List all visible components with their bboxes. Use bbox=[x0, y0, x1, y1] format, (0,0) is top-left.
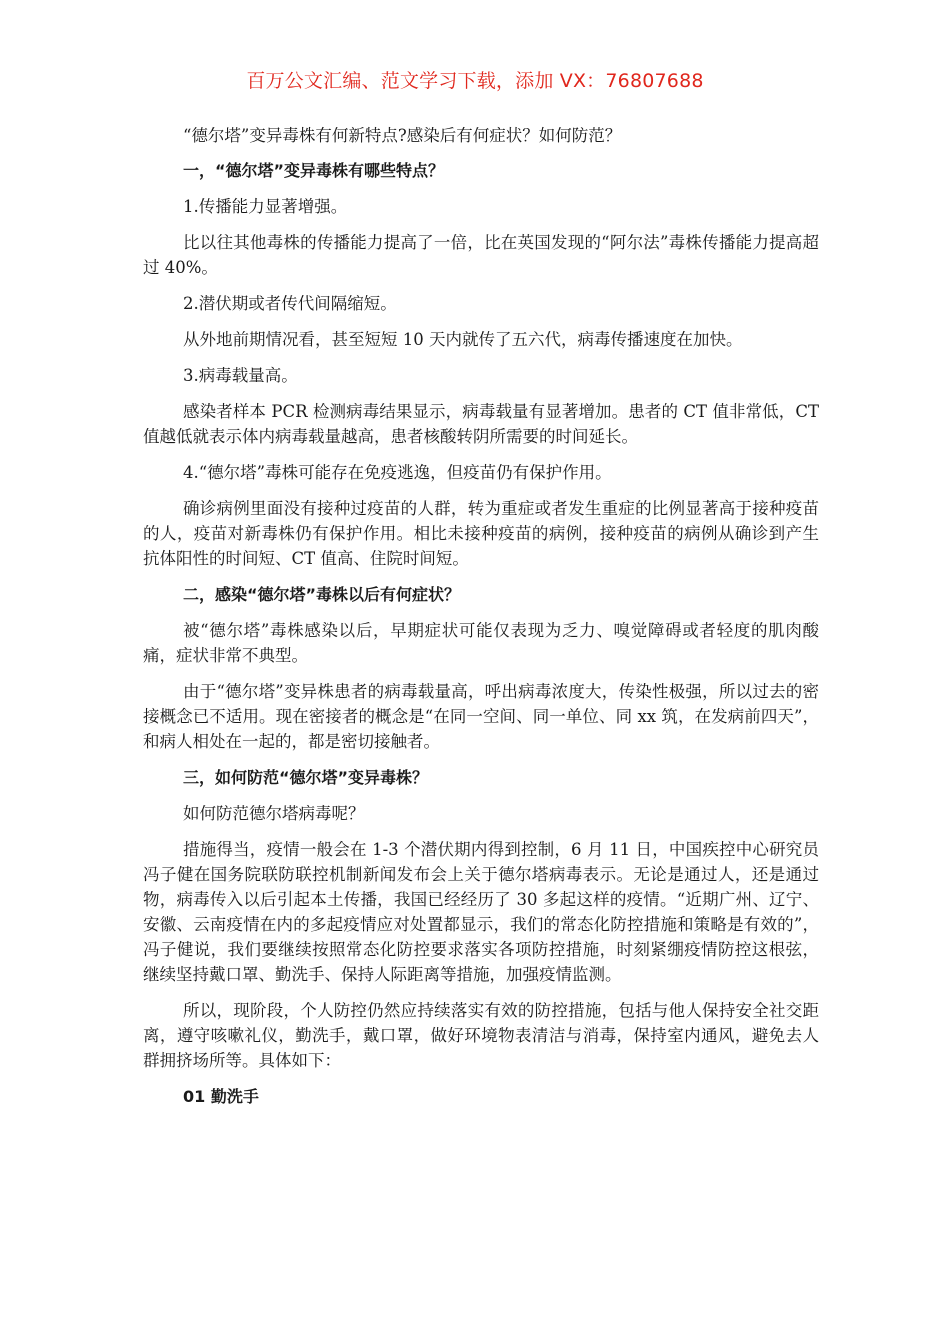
paragraph: 感染者样本 PCR 检测病毒结果显示，病毒载量有显著增加。患者的 CT 值非常低，CT 值越低就表示体内病毒载量越高，患者核酸转阴所需要的时间延长。 bbox=[143, 402, 819, 446]
paragraph: 3.病毒载量高。 bbox=[183, 366, 298, 385]
section-heading-1: 一，“德尔塔”变异毒株有哪些特点？ bbox=[183, 161, 445, 180]
paragraph: 确诊病例里面没有接种过疫苗的人群，转为重症或者发生重症的比例显著高于接种疫苗的人，疫苗对新毒株仍有保护作用。相比未接种疫苗的病例，接种疫苗的病例从确诊到产生抗体阳性的时间短、CT 值高、住院时间短。 bbox=[143, 499, 819, 568]
paragraph: 从外地前期情况看，甚至短短 10 天内就传了五六代，病毒传播速度在加快。 bbox=[183, 330, 743, 349]
document-title: “德尔塔”变异毒株有何新特点?感染后有何症状？如何防范？ bbox=[183, 126, 622, 145]
paragraph: 被“德尔塔”毒株感染以后，早期症状可能仅表现为乏力、嗅觉障碍或者轻度的肌肉酸痛，症状非常不典型。 bbox=[143, 621, 819, 665]
paragraph: 1.传播能力显著增强。 bbox=[183, 197, 348, 216]
paragraph: 所以，现阶段，个人防控仍然应持续落实有效的防控措施，包括与他人保持安全社交距离，遵守咳嗽礼仪，勤洗手，戴口罩，做好环境物表清洁与消毒，保持室内通风，避免去人群拥挤场所等。具体如下： bbox=[143, 1001, 819, 1070]
promo-banner: 百万公文汇编、范文学习下载，添加 VX：76807688 bbox=[246, 70, 704, 92]
paragraph: 措施得当，疫情一般会在 1-3 个潜伏期内得到控制，6 月 11 日，中国疾控中心研究员冯子健在国务院联防联控机制新闻发布会上关于德尔塔病毒表示。无论是通过人，还是通过物，病毒传入以后引起本土传播，我国已经经历了 30 多起这样的疫情。“近期广州、辽宁、安徽、云南疫情在内的多起疫情应对处置都显示，我们的常态化防控措施和策略是有效的”，冯子健说，我们要继续按照常态化防控要求落实各项防控措施，时刻紧绷疫情防控这根弦，继续坚持戴口罩、勤洗手、保持人际距离等措施，加强疫情监测。 bbox=[143, 840, 819, 984]
document-body bbox=[143, 123, 819, 1120]
paragraph: 由于“德尔塔”变异株患者的病毒载量高，呼出病毒浓度大，传染性极强，所以过去的密接概念已不适用。现在密接者的概念是“在同一空间、同一单位、同 xx 筑，在发病前四天”，和病人相处在一起的，都是密切接触者。 bbox=[143, 682, 819, 751]
paragraph: 4.“德尔塔”毒株可能存在免疫逃逸，但疫苗仍有保护作用。 bbox=[183, 463, 612, 482]
paragraph: 2.潜伏期或者传代间隔缩短。 bbox=[183, 294, 397, 313]
section-heading-2: 二，感染“德尔塔”毒株以后有何症状？ bbox=[183, 585, 461, 604]
subheading-wash-hands: 01 勤洗手 bbox=[183, 1087, 259, 1106]
section-heading-3: 三，如何防范“德尔塔”变异毒株？ bbox=[183, 768, 429, 787]
paragraph: 如何防范德尔塔病毒呢？ bbox=[183, 804, 365, 823]
paragraph: 比以往其他毒株的传播能力提高了一倍，比在英国发现的“阿尔法”毒株传播能力提高超过 40%。 bbox=[143, 233, 819, 277]
